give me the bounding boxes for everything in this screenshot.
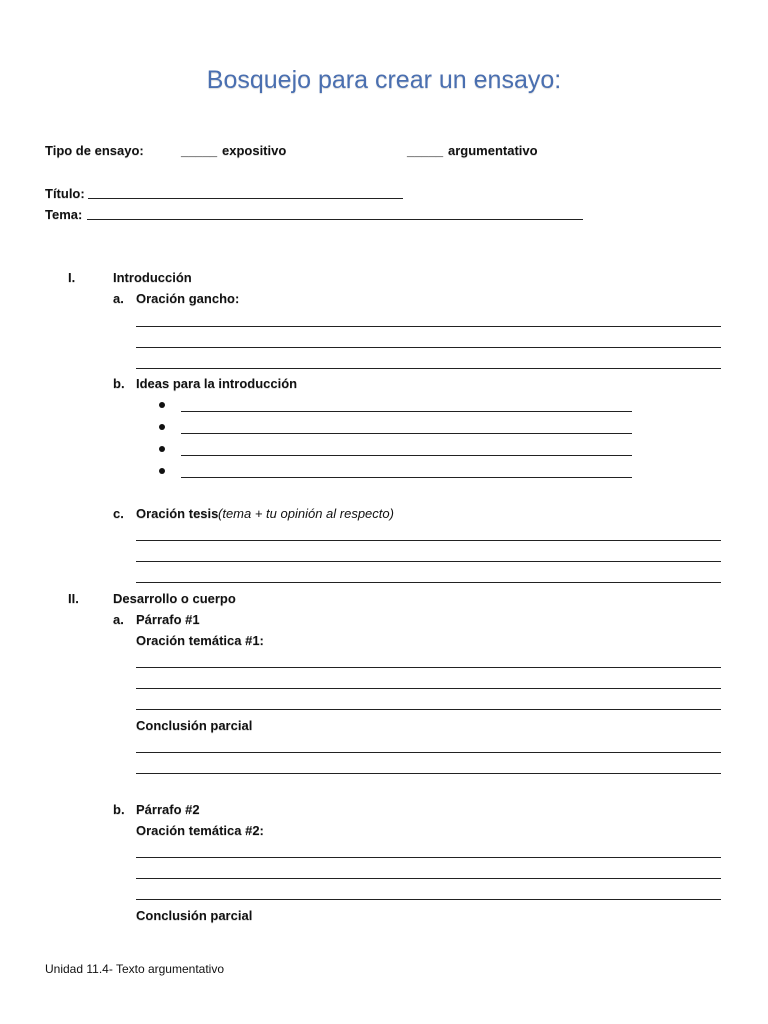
writing-line[interactable] <box>136 326 721 327</box>
item-label: Oración tesis <box>136 506 219 521</box>
writing-line[interactable] <box>136 667 721 668</box>
section-heading: Desarrollo o cuerpo <box>113 591 236 606</box>
section-numeral: I. <box>68 270 76 285</box>
writing-line[interactable] <box>136 857 721 858</box>
titulo-line[interactable] <box>88 198 403 199</box>
item-letter: b. <box>113 802 125 817</box>
sub-label: Conclusión parcial <box>136 908 253 923</box>
section-heading: Introducción <box>113 270 192 285</box>
tema-label: Tema: <box>45 207 83 222</box>
tipo-ensayo-label: Tipo de ensayo: <box>45 143 144 158</box>
bullet-line[interactable] <box>181 411 632 412</box>
bullet-icon <box>159 446 165 452</box>
writing-line[interactable] <box>136 709 721 710</box>
writing-line[interactable] <box>136 540 721 541</box>
item-label: Oración gancho: <box>136 291 240 306</box>
item-label: Ideas para la introducción <box>136 376 298 391</box>
item-note: (tema + tu opinión al respecto) <box>218 506 394 521</box>
bullet-line[interactable] <box>181 477 632 478</box>
page-footer: Unidad 11.4- Texto argumentativo <box>45 962 224 976</box>
writing-line[interactable] <box>136 347 721 348</box>
document-title: Bosquejo para crear un ensayo: <box>206 66 562 94</box>
bullet-icon <box>159 468 165 474</box>
writing-line[interactable] <box>136 752 721 753</box>
bullet-icon <box>159 402 165 408</box>
titulo-label: Título: <box>45 186 85 201</box>
item-letter: a. <box>113 291 124 306</box>
bullet-line[interactable] <box>181 455 632 456</box>
sub-label: Oración temática #2: <box>136 823 264 838</box>
tema-line[interactable] <box>87 219 583 220</box>
writing-line[interactable] <box>136 368 721 369</box>
sub-label: Conclusión parcial <box>136 718 253 733</box>
bullet-line[interactable] <box>181 433 632 434</box>
item-letter: a. <box>113 612 124 627</box>
option-argumentativo: argumentativo <box>448 143 538 158</box>
writing-line[interactable] <box>136 899 721 900</box>
item-letter: b. <box>113 376 125 391</box>
blank-expositivo[interactable]: _____ <box>181 143 218 158</box>
item-label: Párrafo #2 <box>136 802 200 817</box>
writing-line[interactable] <box>136 773 721 774</box>
sub-label: Oración temática #1: <box>136 633 264 648</box>
option-expositivo: expositivo <box>222 143 287 158</box>
writing-line[interactable] <box>136 878 721 879</box>
section-numeral: II. <box>68 591 79 606</box>
item-letter: c. <box>113 506 124 521</box>
blank-argumentativo[interactable]: _____ <box>407 143 444 158</box>
item-label: Párrafo #1 <box>136 612 200 627</box>
bullet-icon <box>159 424 165 430</box>
writing-line[interactable] <box>136 582 721 583</box>
writing-line[interactable] <box>136 688 721 689</box>
writing-line[interactable] <box>136 561 721 562</box>
